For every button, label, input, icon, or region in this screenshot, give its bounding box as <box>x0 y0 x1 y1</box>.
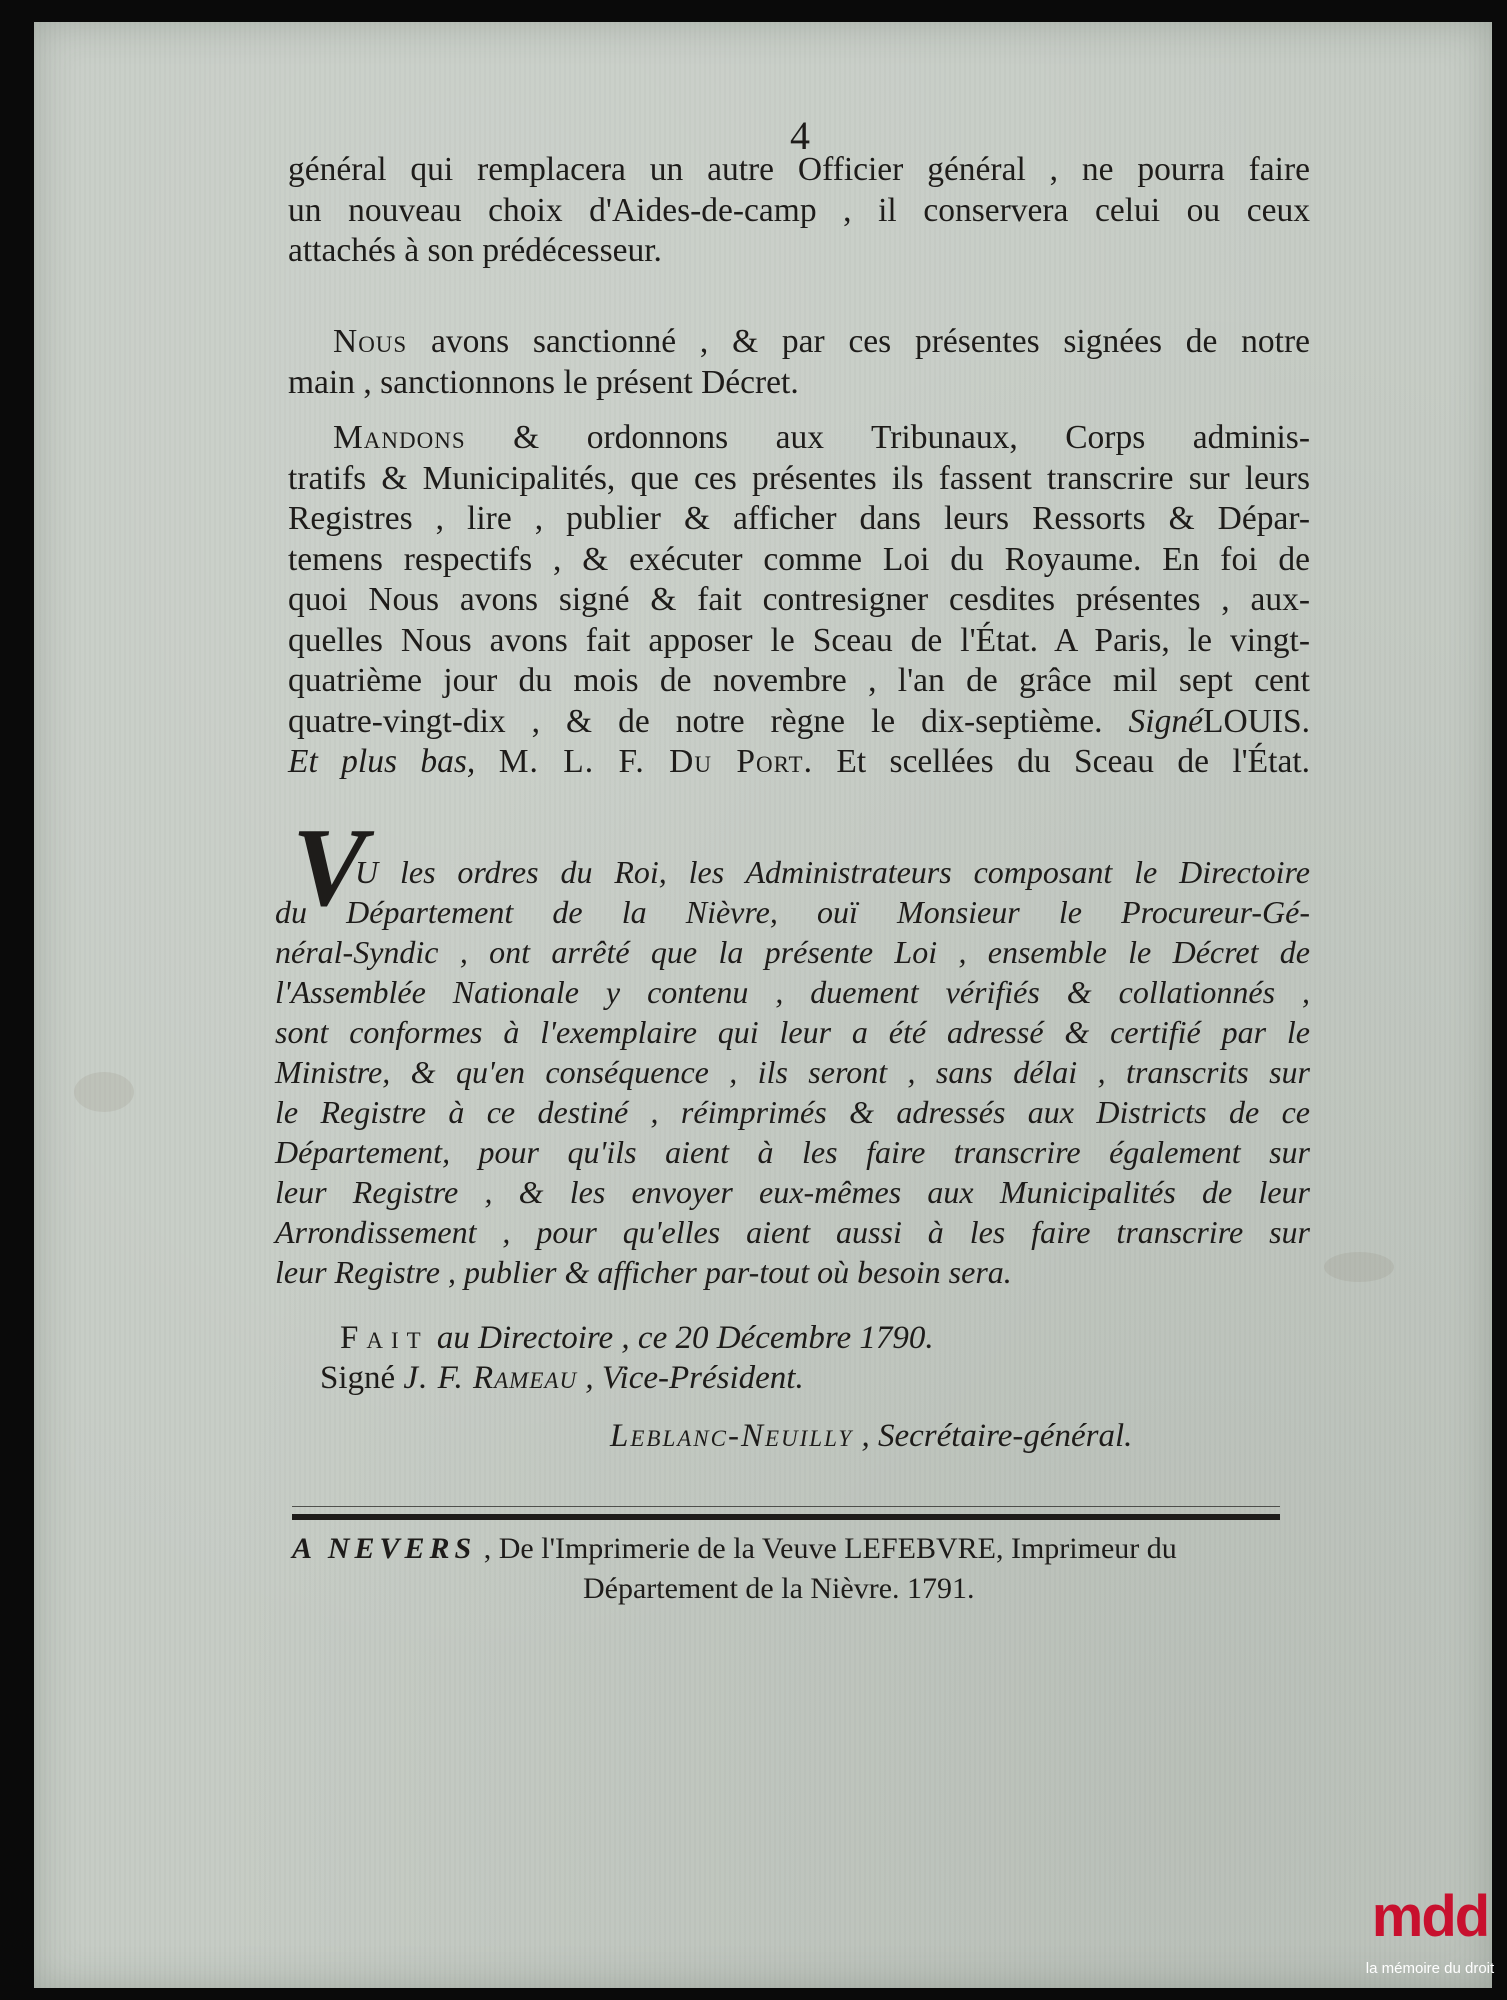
king-signature: LOUIS. <box>1202 702 1310 740</box>
text-line: temens respectifs , & exécuter comme Loi du Royaume. En foi de <box>288 540 1310 578</box>
paragraph-vu <box>275 852 1310 1292</box>
fait-line <box>340 1320 934 1357</box>
text-fragment: & ordonnons aux Tribunaux, Corps adminis- <box>465 419 1310 456</box>
text-line: général qui remplacera un autre Officier général , ne pourra faire <box>288 151 1310 188</box>
leblanc-name: Leblanc-Neuilly <box>610 1418 854 1454</box>
page-number: 4 <box>790 113 810 158</box>
text-line: sont conformes à l'exemplaire qui leur a été adressé & certifié par le <box>275 1014 1310 1050</box>
text-line: le Registre à ce destiné , réimprimés & adressés aux Districts de ce <box>275 1094 1310 1130</box>
divider-rule <box>292 1514 1280 1520</box>
rameau-name: J. F. Rameau <box>403 1360 578 1396</box>
text-line: quatrième jour du mois de novembre , l'an de grâce mil sept cent <box>288 662 1310 699</box>
text-line: tratifs & Municipalités, que ces présentes ils fassent transcrire sur leurs <box>288 459 1310 497</box>
text-line: un nouveau choix d'Aides-de-camp , il conservera celui ou ceux <box>288 191 1310 229</box>
imprint-line-2: Département de la Nièvre. 1791. <box>583 1572 975 1605</box>
logo-tagline: la mémoire du droit <box>1365 1960 1495 1977</box>
text-line: Registres , lire , publier & afficher dans leurs Ressorts & Dépar- <box>288 500 1310 537</box>
text-line: attachés à son prédécesseur. <box>288 232 662 269</box>
text-line: quelles Nous avons fait apposer le Sceau de l'État. A Paris, le vingt- <box>288 621 1310 659</box>
dropcap-letter: V <box>292 806 367 930</box>
text-line: Ministre, & qu'en conséquence , ils seront , sans délai , transcrits sur <box>275 1054 1310 1090</box>
lead-word: Nous <box>333 323 408 360</box>
text-line: leur Registre , publier & afficher par-tout où besoin sera. <box>275 1254 1012 1290</box>
text-line <box>288 702 1310 743</box>
text-line: Arrondissement , pour qu'elles aient aussi à les faire transcrire sur <box>275 1214 1310 1250</box>
text-line: néral-Syndic , ont arrêté que la présente Loi , ensemble le Décret de <box>275 934 1310 970</box>
paper-stain <box>74 1072 134 1112</box>
plus-bas-label: Et plus bas, <box>288 743 476 780</box>
signe-rameau-line <box>320 1360 804 1397</box>
rameau-title: , Vice-Président. <box>577 1360 804 1396</box>
paragraph-general <box>288 150 1310 272</box>
text-line <box>288 418 1310 459</box>
signe-label: Signé <box>1128 702 1203 740</box>
imprint-text: , De l'Imprimerie de la Veuve LEFEBVRE, Imprimeur du <box>483 1532 1177 1565</box>
mdd-logo <box>1355 1882 1505 2000</box>
text-line: Département, pour qu'ils aient à les faire transcrire également sur <box>275 1134 1310 1170</box>
leblanc-line <box>610 1418 1132 1455</box>
text-line: U les ordres du Roi, les Administrateurs composant le Directoire <box>355 854 1310 890</box>
text-line: quoi Nous avons signé & fait contresigner cesdites présentes , aux- <box>288 581 1310 618</box>
logo-mark: mdd <box>1371 1884 1489 1949</box>
imprint-line-1 <box>292 1532 1177 1566</box>
paragraph-mandons <box>288 418 1310 783</box>
imprint-city: A NEVERS <box>292 1532 477 1565</box>
lead-word: Mandons <box>333 419 466 456</box>
paper-stain <box>1324 1252 1394 1282</box>
text-fragment: Et scellées du Sceau de l'État. <box>836 743 1310 780</box>
leblanc-title: , Secrétaire-général. <box>853 1418 1133 1454</box>
signe-label: Signé <box>320 1360 396 1396</box>
paragraph-nous <box>288 322 1310 403</box>
text-line: l'Assemblée Nationale y contenu , duement vérifiés & collationnés , <box>275 974 1310 1010</box>
text-line: main , sanctionnons le présent Décret. <box>288 363 799 401</box>
text-line: leur Registre , & les envoyer eux-mêmes aux Municipalités de leur <box>275 1174 1310 1210</box>
text-line: du Département de la Nièvre, ouï Monsieur le Procureur-Gé- <box>275 894 1310 930</box>
fait-lead: Fait <box>340 1320 429 1356</box>
text-line <box>288 742 1310 783</box>
countersigner-name: M. L. F. Du Port. <box>498 743 813 780</box>
divider-rule-thin <box>292 1506 1280 1507</box>
fait-date: au Directoire , ce 20 Décembre 1790. <box>428 1320 934 1356</box>
text-line <box>288 322 1310 363</box>
text-fragment: avons sanctionné , & par ces présentes signées de notre <box>407 323 1310 360</box>
text-fragment: quatre-vingt-dix , & de notre règne le dix-septième. <box>288 702 1103 740</box>
